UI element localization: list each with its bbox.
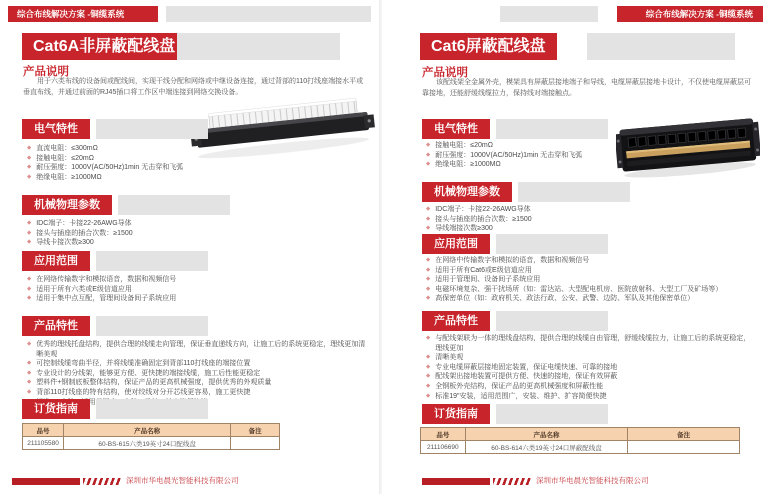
spec-item [27,275,371,285]
diamond-bullet-icon: ◆ [426,335,431,341]
diamond-bullet-icon: ◆ [426,373,431,380]
cell-remarks [231,437,280,450]
section-header-ordering [422,404,608,424]
section-title-electrical: 电气特性 [422,119,490,139]
application-list [426,256,756,304]
diamond-bullet-icon: ◆ [27,229,32,236]
section-title-application: 应用范围 [22,251,90,271]
section-grey-block [96,399,208,419]
spec-text: 耐压强度：1000V(AC/50Hz)1min 无击穿和飞弧 [36,164,184,172]
diamond-bullet-icon: ◆ [426,151,431,158]
spec-item [27,369,371,379]
footer-red-bar [12,478,80,485]
diamond-bullet-icon: ◆ [426,392,431,399]
mechanical-spec-list [27,219,371,248]
spec-text: 专业电缆屏蔽层接地固定装置，保证电缆快速、可靠的接地 [435,363,618,371]
section-grey-block [518,182,630,202]
spec-item [27,163,371,173]
diamond-bullet-icon: ◆ [426,142,431,148]
section-title-mechanical: 机械物理参数 [422,182,512,202]
cell-item-no: 211105580 [23,437,64,450]
spec-text: 高保密单位（如：政府机关、政法行政、公安、武警、边防、军队及其他保密单位） [435,295,695,303]
section-header-mechanical [422,182,630,202]
diamond-bullet-icon: ◆ [426,354,431,361]
section-title-electrical: 电气特性 [22,119,90,139]
application-list [27,275,371,304]
features-list [27,340,371,407]
spec-item [27,144,371,154]
header-band: 综合布线解决方案 -铜缆系统 [617,6,763,22]
section-title-features: 产品特性 [422,311,490,331]
col-header-remarks: 备注 [628,428,740,441]
section-grey-block [496,119,608,139]
spec-text: 导线卡接次数≥300 [36,239,94,247]
header-grey-block [500,6,598,22]
table-row [23,437,280,450]
spec-text: 专业设计的分线架，能够更方便、更快捷的端接线缆，施工后性能更稳定 [36,369,261,377]
spec-text: IDC端子：卡接22-26AWG导体 [36,220,132,227]
col-header-product-name: 产品名称 [64,424,231,437]
spec-text: 耐压强度：1000V(AC/50Hz)1min 无击穿和飞弧 [435,151,583,159]
spec-text: 标准19"安装，适用范围广，安装、维护、扩容简便快捷 [435,392,607,400]
diamond-bullet-icon: ◆ [27,341,32,347]
col-header-item-no: 品号 [421,428,466,441]
electrical-spec-list [426,141,756,170]
section-heading-description: 产品说明 [422,67,468,79]
footer-company-name: 深圳市华电晨光智能科技有限公司 [126,476,239,485]
spec-text: 适用于所有六类或E级信道应用 [36,285,132,293]
section-grey-block [96,316,208,336]
mechanical-spec-list [426,205,756,234]
spec-item [426,334,756,353]
spec-item [27,229,371,239]
spec-text: 在网络传输数字和模拟语音，数据和视频信号 [36,276,177,283]
section-header-electrical [22,119,208,139]
section-header-application [422,234,608,254]
diamond-bullet-icon: ◆ [27,360,32,367]
header-grey-block [166,6,371,22]
spec-text: 接头与插座的插合次数：≥1500 [36,229,133,237]
description-text: 该配线架全金属外壳，模架具有屏蔽层接地端子和导线，电缆屏蔽层接地卡设计，不仅使电缆屏蔽层可靠接地，还能舒缓线缆拉力，保持线对端接触点。 [422,79,751,97]
footer-red-bar [422,478,490,485]
spec-text: 适用于管理间、设备间子系统应用 [435,276,541,284]
diamond-bullet-icon: ◆ [27,388,32,395]
col-header-item-no: 品号 [23,424,64,437]
spec-item [27,219,371,229]
spec-item [426,353,756,363]
spec-item [27,378,371,388]
spec-text: 接头与插座的插合次数：≥1500 [435,215,532,223]
diamond-bullet-icon: ◆ [426,215,431,222]
section-header-ordering [22,399,208,419]
diamond-bullet-icon: ◆ [426,276,431,283]
spec-text: 配线架出接地装置可提供方便、快速的接地，保证有效屏蔽 [435,373,618,381]
spec-item [426,294,756,304]
footer-stripes-decoration [493,478,531,485]
diamond-bullet-icon: ◆ [27,285,32,292]
electrical-spec-list [27,144,371,182]
col-header-remarks: 备注 [231,424,280,437]
section-heading-description: 产品说明 [23,66,69,78]
spec-item [27,359,371,369]
section-grey-block [496,311,608,331]
spec-item [27,154,371,164]
spec-item [426,141,756,151]
section-title-ordering: 订货指南 [22,399,90,419]
spec-item [426,275,756,285]
section-grey-block [96,251,208,271]
spec-text: 适用于集中点互配，管理间设备间子系统应用 [36,295,177,303]
spec-item [426,285,756,295]
section-grey-block [496,234,608,254]
spec-text: 绝缘电阻：≥1000MΩ [435,161,501,169]
spec-text: 在网络中传输数字和模拟的语音，数据和视频信号 [435,257,590,264]
spec-item [27,388,371,398]
spec-item [426,266,756,276]
diamond-bullet-icon: ◆ [27,369,32,376]
spec-item [426,382,756,392]
spec-item [426,160,756,170]
spec-text: 接触电阻：≤20mΩ [435,142,493,149]
description-text: 用于六类布线的设备间或配线间，实现干线分配和网络或中继设备连接，通过背部的110打线座端接水平或垂直布线，并通过前面的RJ45插口将工作区中端连接到网络交换设备。 [23,78,364,96]
footer-stripes-decoration [83,478,121,485]
diamond-bullet-icon: ◆ [426,257,431,263]
diamond-bullet-icon: ◆ [426,225,431,232]
spec-item [426,372,756,382]
cell-item-no: 211106690 [421,441,466,454]
title-grey-block [177,33,340,60]
cell-product-name: 60-BS-614六类19英寸24口屏蔽配线盘 [465,441,628,454]
diamond-bullet-icon: ◆ [27,220,32,226]
cell-product-name: 60-BS-615六类19英寸24口配线盘 [64,437,231,450]
spec-text: 直流电阻：≤300mΩ [36,145,98,152]
section-title-features: 产品特性 [22,316,90,336]
spec-text: 优秀的理线托盘结构，提供合理的线缆走向管理，保证垂直递线方向，让施工后的系统更稳定，理线更加清晰美观 [36,341,366,358]
section-grey-block [118,195,230,215]
col-header-product-name: 产品名称 [465,428,628,441]
section-title-application: 应用范围 [422,234,490,254]
spec-text: 接触电阻：≤20mΩ [36,154,94,162]
section-grey-block [96,119,208,139]
header-band: 综合布线解决方案 -铜缆系统 [8,6,158,22]
spec-item [426,215,756,225]
diamond-bullet-icon: ◆ [426,161,431,168]
section-header-mechanical [22,195,230,215]
table-header-row [421,428,740,441]
page-spine-divider [379,0,382,494]
page-cat6a-unshielded [0,0,381,494]
diamond-bullet-icon: ◆ [27,276,32,282]
section-header-application [22,251,208,271]
ordering-table [420,427,740,454]
section-header-electrical [422,119,608,139]
spec-item [27,340,371,359]
spec-item [426,224,756,234]
diamond-bullet-icon: ◆ [426,206,431,212]
spec-item [426,256,756,266]
spec-item [426,151,756,161]
spec-text: 与配线架联为一体的理线盘结构，提供合理的线缆自由管理，舒缓线缆拉力，让施工后的系统更稳定，理线更加 [435,335,751,352]
diamond-bullet-icon: ◆ [27,295,32,302]
section-header-features [22,316,208,336]
diamond-bullet-icon: ◆ [27,239,32,246]
spec-item [27,238,371,248]
page-title: Cat6屏蔽配线盘 [420,33,557,60]
spec-text: 绝缘电阻：≥1000MΩ [36,173,102,181]
diamond-bullet-icon: ◆ [27,379,32,386]
section-title-ordering: 订货指南 [422,404,490,424]
diamond-bullet-icon: ◆ [27,164,32,171]
spec-item [27,294,371,304]
diamond-bullet-icon: ◆ [426,382,431,389]
spec-item [426,363,756,373]
spec-text: 背部110打线座的特有结构，使对绞线对分开芯线更容易，施工更快捷 [36,388,251,396]
spec-item [27,173,371,183]
diamond-bullet-icon: ◆ [27,154,32,161]
spec-item [27,285,371,295]
section-title-mechanical: 机械物理参数 [22,195,112,215]
spec-text: 清晰美观 [435,354,464,362]
spec-text: 适用于所有Cat6或E级信道应用 [435,266,532,274]
diamond-bullet-icon: ◆ [27,145,32,151]
diamond-bullet-icon: ◆ [426,295,431,302]
spec-text: 全钢板外壳结构，保证产品的更高机械强度和屏蔽性能 [435,382,604,390]
section-header-features [422,311,608,331]
table-row [421,441,740,454]
diamond-bullet-icon: ◆ [426,266,431,273]
spec-item [426,392,756,402]
cell-remarks [628,441,740,454]
spec-item [426,205,756,215]
footer-company-name: 深圳市华电晨光智能科技有限公司 [536,476,649,485]
diamond-bullet-icon: ◆ [426,363,431,370]
spec-text: 塑料件+钢制底板整体结构，保证产品的更高机械强度，提供优秀的外观质量 [36,379,272,387]
title-grey-block [587,33,735,60]
spec-text: 可控制线缆弯曲半径，并将线缆准确固定到背部110打线座的端接位置 [36,360,251,368]
page-title: Cat6A非屏蔽配线盘 [22,33,186,60]
diamond-bullet-icon: ◆ [27,173,32,180]
section-grey-block [496,404,608,424]
table-header-row [23,424,280,437]
spec-text: IDC端子：卡接22-26AWG导体 [435,206,531,213]
ordering-table [22,423,280,450]
page-cat6-shielded [382,0,763,494]
features-list [426,334,756,401]
spec-text: 导线端接次数≥300 [435,225,493,233]
spec-text: 电磁环境复杂、强干扰场所（如：雷达站、大型配电机房、医院放射科、大型工厂及矿场等） [435,285,723,293]
diamond-bullet-icon: ◆ [426,285,431,292]
